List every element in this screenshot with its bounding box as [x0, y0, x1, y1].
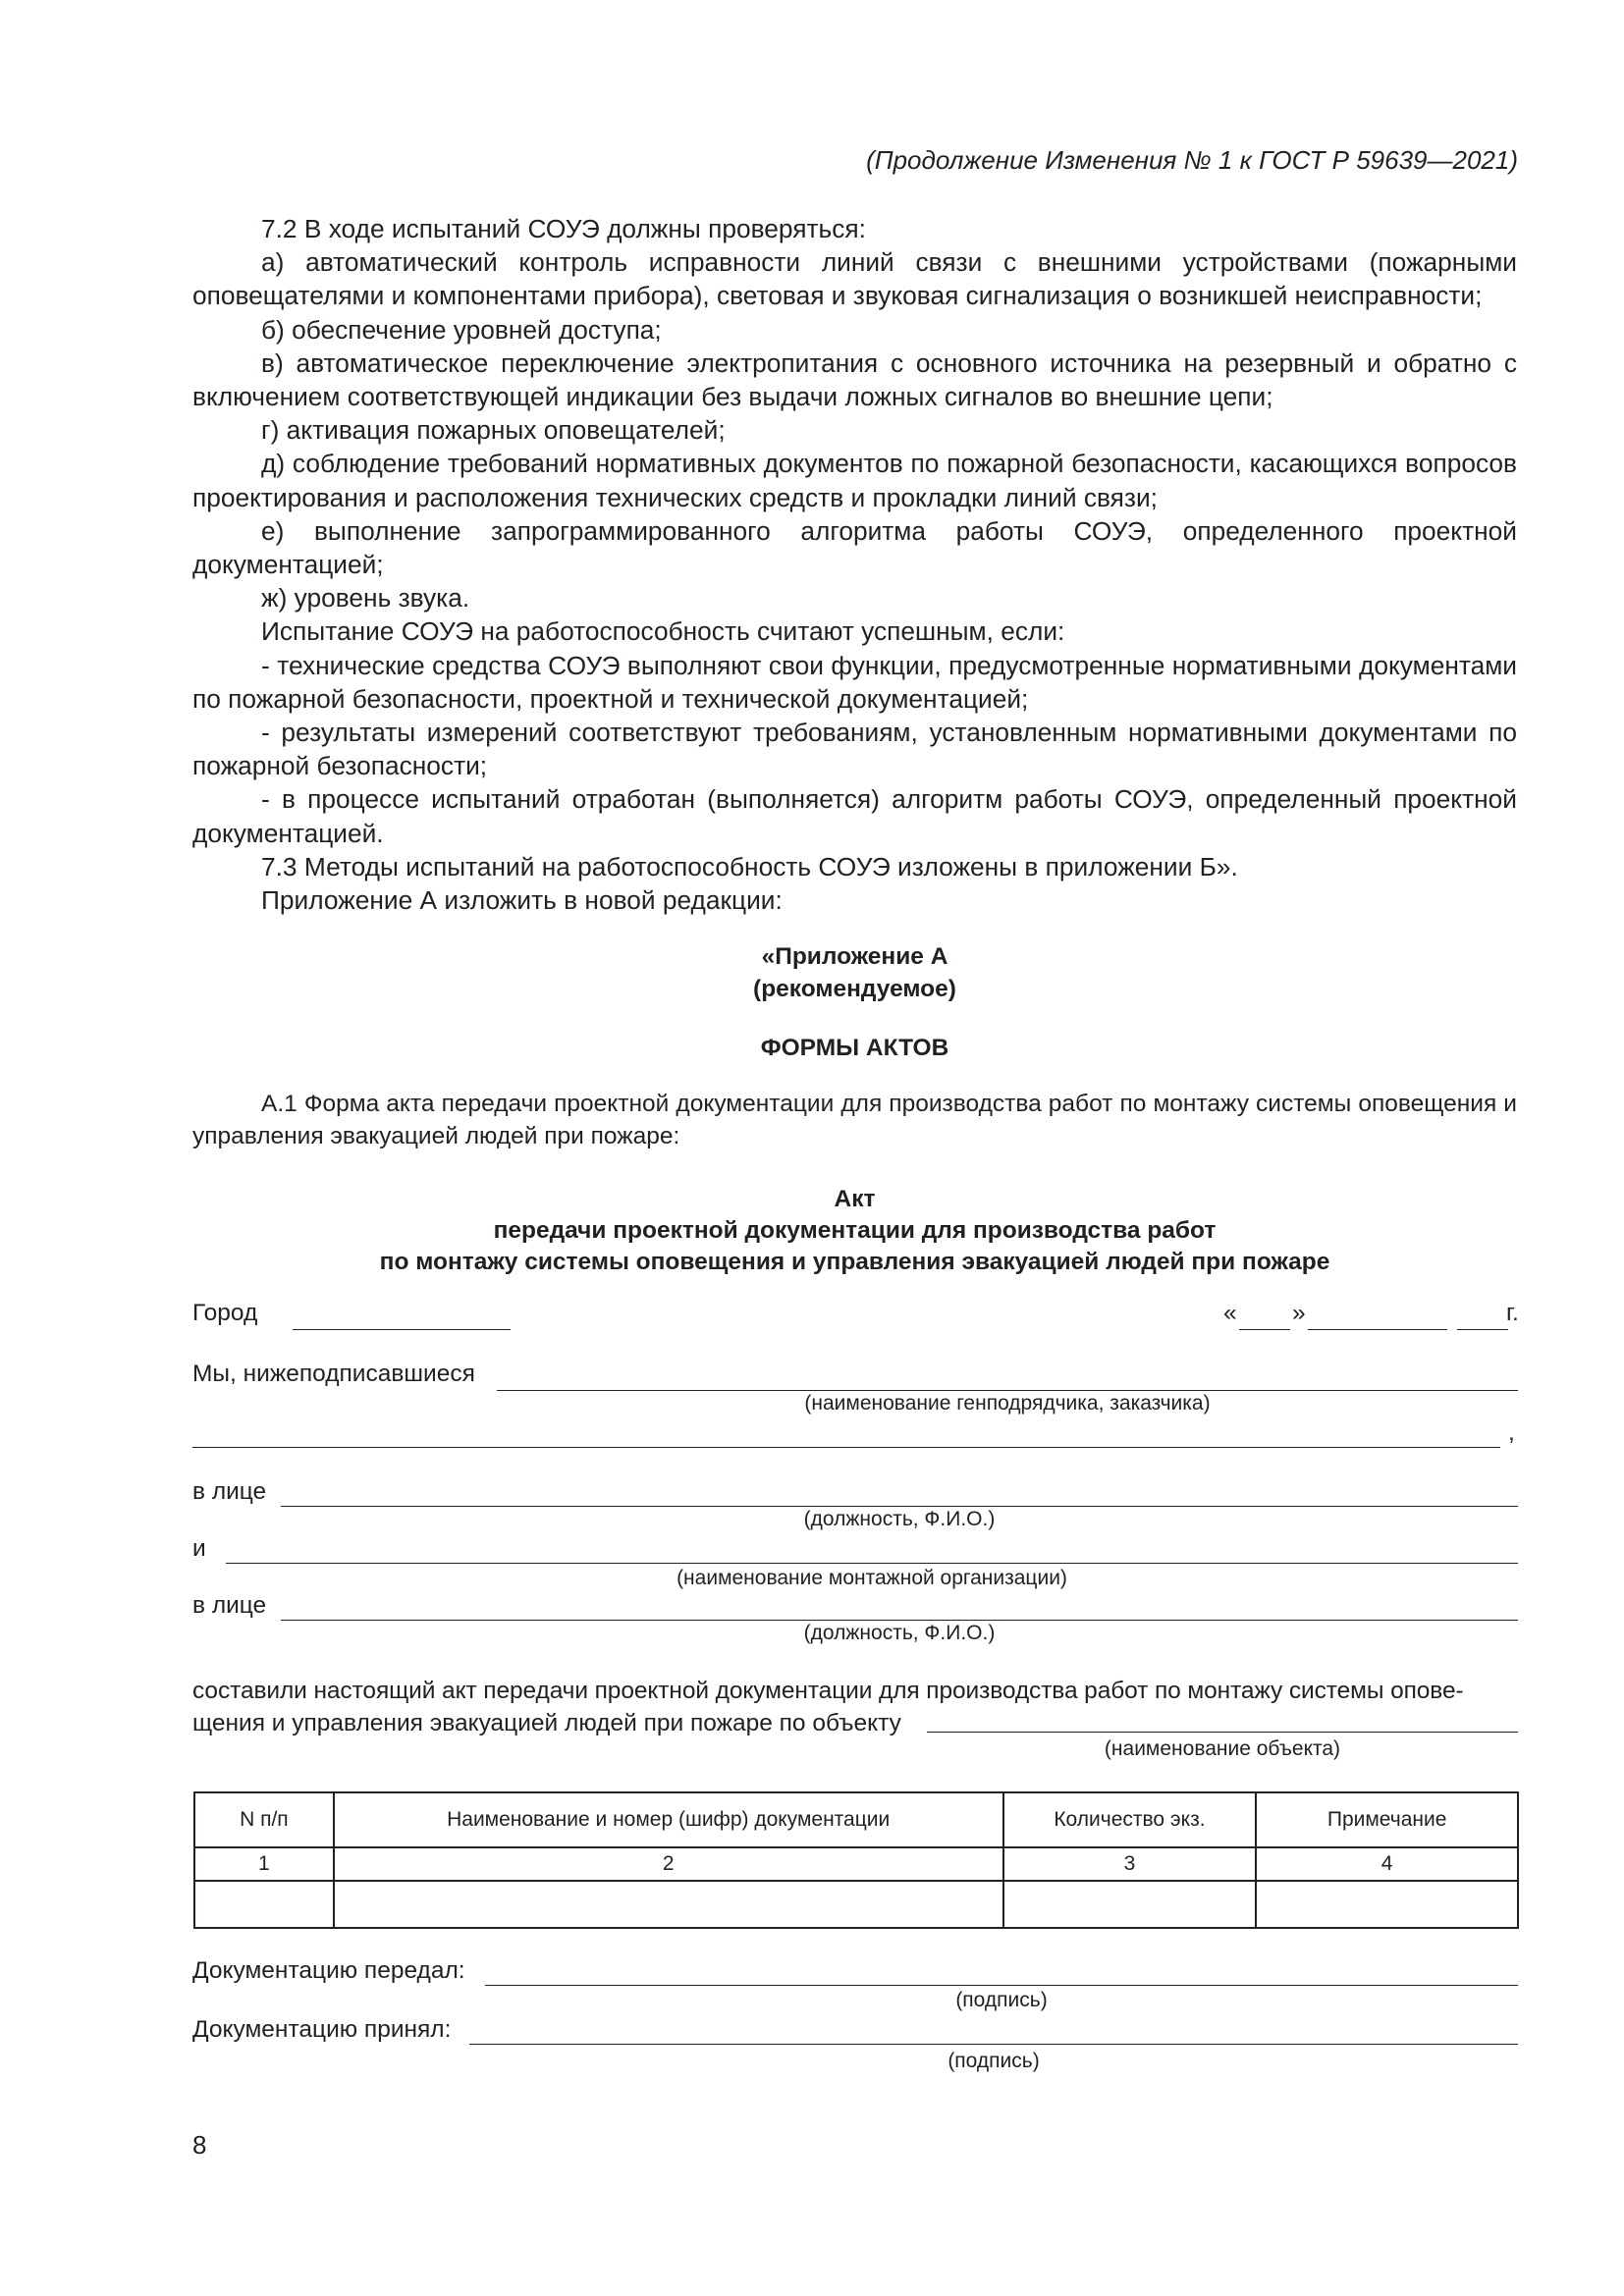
section-7-text: [192, 212, 1517, 917]
table-cell: 3: [1003, 1847, 1257, 1881]
a1-text: А.1 Форма акта передачи проектной документации для производства работ по монтажу системы оповещения и управления эвакуацией людей при пожаре:: [192, 1091, 1517, 1149]
paragraph: - технические средства СОУЭ выполняют свои функции, предусмотренные нормативными документами по пожарной безопасности, проектной и технической документацией;: [192, 650, 1517, 714]
paragraph: 7.3 Методы испытаний на работоспособность СОУЭ изложены в приложении Б».: [261, 851, 1238, 881]
a1-paragraph: [192, 1088, 1517, 1152]
composed-line-1: составили настоящий акт передачи проектной документации для производства работ по монтажу системы опове-: [192, 1678, 1464, 1704]
contractor-field-line-2[interactable]: [192, 1447, 1500, 1448]
table-header-cell: Примечание: [1256, 1792, 1518, 1847]
page-header: (Продолжение Изменения № 1 к ГОСТ Р 59639—2021): [866, 145, 1518, 175]
appendix-heading: [192, 940, 1517, 1005]
paragraph: б) обеспечение уровней доступа;: [261, 314, 662, 345]
year-field[interactable]: [1457, 1329, 1508, 1330]
installer-field[interactable]: [226, 1563, 1518, 1564]
signature-caption-2: (подпись): [947, 2050, 1040, 2072]
city-label: Город: [192, 1300, 258, 1326]
table-header-row: [194, 1792, 1518, 1847]
day-field[interactable]: [1239, 1329, 1290, 1330]
table-cell[interactable]: [194, 1881, 334, 1928]
table-cell: 1: [194, 1847, 334, 1881]
city-field[interactable]: [293, 1329, 511, 1330]
composed-text: [192, 1675, 1520, 1739]
composed-line-2: щения и управления эвакуацией людей при пожаре по объекту: [192, 1710, 901, 1736]
paragraph: Испытание СОУЭ на работоспособность считают успешным, если:: [261, 616, 1065, 647]
in-person-label: в лице: [192, 1478, 267, 1505]
documents-table: [193, 1791, 1519, 1929]
table-cell[interactable]: [1256, 1881, 1518, 1928]
table-number-row: [194, 1847, 1518, 1881]
contractor-caption: (наименование генподрядчика, заказчика): [804, 1392, 1211, 1415]
and-label: и: [192, 1535, 206, 1562]
in-person-label-2: в лице: [192, 1592, 267, 1619]
accepted-label: Документацию принял:: [192, 2016, 452, 2043]
table-cell: 2: [334, 1847, 1003, 1881]
accepted-signature-field[interactable]: [469, 2044, 1518, 2045]
table-header-cell: Количество экз.: [1003, 1792, 1257, 1847]
table-cell[interactable]: [334, 1881, 1003, 1928]
position-field[interactable]: [281, 1506, 1518, 1507]
table-header-cell: N п/п: [194, 1792, 334, 1847]
paragraph: г) активация пожарных оповещателей;: [261, 415, 726, 446]
paragraph: 7.2 В ходе испытаний СОУЭ должны проверяться:: [261, 214, 866, 243]
page-number: 8: [192, 2130, 207, 2160]
table-header-cell: Наименование и номер (шифр) документации: [334, 1792, 1003, 1847]
year-suffix: г.: [1506, 1300, 1519, 1326]
paragraph: е) выполнение запрограммированного алгоритма работы СОУЭ, определенного проектной документацией;: [192, 515, 1517, 580]
table-cell[interactable]: [1003, 1881, 1257, 1928]
contractor-field[interactable]: [497, 1390, 1518, 1391]
act-title-line: по монтажу системы оповещения и управления эвакуацией людей при пожаре: [379, 1249, 1330, 1275]
table-row: [194, 1881, 1518, 1928]
date-open-quote: «: [1223, 1300, 1237, 1326]
appendix-subtitle: (рекомендуемое): [753, 976, 956, 1002]
date-close-quote: »: [1292, 1300, 1306, 1326]
paragraph: Приложение А изложить в новой редакции:: [261, 885, 783, 916]
transferred-signature-field[interactable]: [485, 1985, 1518, 1986]
comma: ,: [1508, 1419, 1515, 1446]
position-caption: (должность, Ф.И.О.): [803, 1508, 996, 1530]
paragraph: а) автоматический контроль исправности линий связи с внешними устройствами (пожарными оповещателями и компонентами прибора), световая и звуковая сигнализация о возникшей неисправности;: [192, 247, 1517, 311]
paragraph: в) автоматическое переключение электропитания с основного источника на резервный и обратно с включением соответствующей индикации без выдачи ложных сигналов во внешние цепи;: [192, 347, 1517, 412]
month-field[interactable]: [1308, 1329, 1447, 1330]
act-title: [192, 1184, 1517, 1278]
act-title-line: передачи проектной документации для производства работ: [493, 1217, 1217, 1244]
position-field-2[interactable]: [281, 1620, 1518, 1621]
appendix-title: «Приложение А: [761, 943, 948, 970]
paragraph: - в процессе испытаний отработан (выполняется) алгоритм работы СОУЭ, определенный проектной документацией.: [192, 784, 1517, 848]
paragraph: ж) уровень звука.: [261, 583, 470, 614]
transferred-label: Документацию передал:: [192, 1957, 465, 1984]
signature-caption: (подпись): [955, 1989, 1048, 2011]
object-caption: (наименование объекта): [1104, 1737, 1341, 1760]
table-cell: 4: [1256, 1847, 1518, 1881]
undersigned-label: Мы, нижеподписавшиеся: [192, 1361, 475, 1387]
act-title-line: Акт: [834, 1186, 876, 1212]
object-field[interactable]: [927, 1732, 1518, 1733]
paragraph: д) соблюдение требований нормативных документов по пожарной безопасности, касающихся вопросов проектирования и расположения технических средств и прокладки линий связи;: [192, 449, 1517, 512]
installer-caption: (наименование монтажной организации): [677, 1567, 1067, 1589]
paragraph: - результаты измерений соответствуют требованиям, установленным нормативными документами по пожарной безопасности;: [192, 718, 1517, 781]
forms-title: ФОРМЫ АКТОВ: [760, 1035, 949, 1061]
position-caption-2: (должность, Ф.И.О.): [803, 1622, 996, 1644]
